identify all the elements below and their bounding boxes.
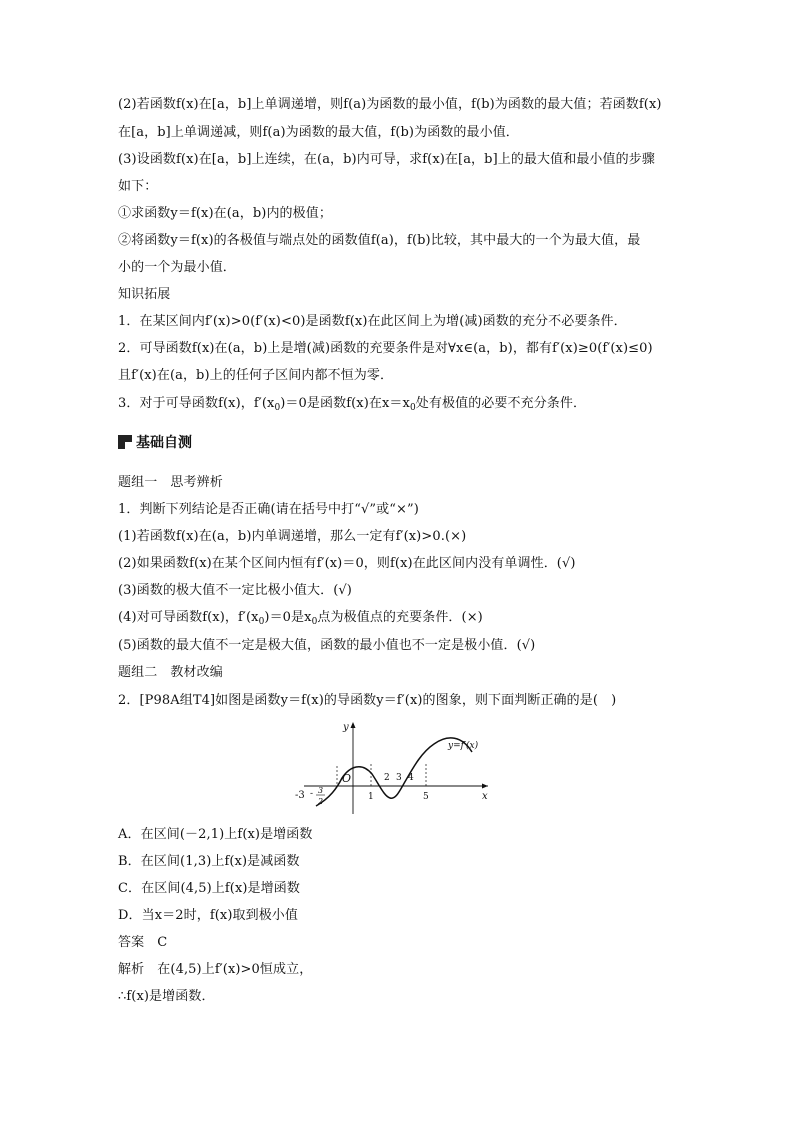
text-line: 小的一个为最小值．	[118, 260, 236, 275]
tick-label: 5	[423, 792, 429, 802]
text-line: 在[a，b]上单调递减，则f(a)为函数的最大值，f(b)为函数的最小值．	[118, 125, 519, 140]
text-line: (2)若函数f(x)在[a，b]上单调递增，则f(a)为函数的最小值，f(b)为函数的最大值；若函数f(x)	[118, 97, 662, 112]
tick-label: 2	[384, 773, 390, 783]
curve-label: y=f′(x)	[448, 741, 479, 751]
statement-1: (1)若函数f(x)在(a，b)内单调递增，那么一定有f′(x)>0.(×)	[118, 529, 467, 544]
option-a: A．在区间(－2,1)上f(x)是增函数	[118, 827, 313, 842]
text-line: 且f′(x)在(a，b)上的任何子区间内都不恒为零．	[118, 368, 394, 383]
tick-label: 1	[368, 792, 374, 802]
section-marker-icon	[118, 435, 132, 449]
option-b: B．在区间(1,3)上f(x)是减函数	[118, 854, 300, 869]
text-line: 2．可导函数f(x)在(a，b)上是增(减)函数的充要条件是对∀x∈(a，b)，都有f′(x)≥0(f′(x)≤0)	[118, 341, 653, 356]
option-c: C．在区间(4,5)上f(x)是增函数	[118, 881, 300, 896]
tick-label: 3	[318, 786, 324, 795]
origin-label: O	[342, 772, 352, 785]
y-axis-arrow-icon	[351, 722, 356, 728]
analysis: 解析 在(4,5)上f′(x)>0恒成立，	[118, 962, 313, 977]
answer: 答案 C	[118, 935, 168, 950]
derivative-graph	[292, 718, 498, 818]
tick-label: -3	[295, 790, 305, 801]
question-2: 2．[P98A组T4]如图是函数y＝f(x)的导函数y＝f′(x)的图象，则下面判断正确的是( )	[118, 693, 617, 708]
conclusion: ∴f(x)是增函数．	[118, 989, 215, 1004]
tick-label: -	[310, 789, 314, 799]
group-heading: 题组一 思考辨析	[118, 475, 223, 490]
statement-4: (4)对可导函数f(x)，$f'(x_0)=0$是$x_0$点为极值点的充要条件．(×)	[118, 610, 483, 627]
statement-3: (3)函数的极大值不一定比极小值大．(√)	[118, 583, 352, 598]
tick-label: 3	[396, 773, 402, 783]
derivative-graph-figure	[292, 718, 498, 818]
statement-2: (2)如果函数f(x)在某个区间内恒有f′(x)＝0，则f(x)在此区间内没有单调性．(√)	[118, 556, 576, 571]
x-axis-arrow-icon	[482, 784, 488, 789]
tick-label: 2	[318, 797, 324, 806]
text-line: (3)设函数f(x)在[a，b]上连续，在(a，b)内可导，求f(x)在[a，b]上的最大值和最小值的步骤	[118, 152, 655, 167]
text-line: 如下：	[118, 179, 158, 194]
tick-label: 4	[408, 773, 414, 783]
group-heading: 题组二 教材改编	[118, 665, 223, 680]
text-line: ②将函数y＝f(x)的各极值与端点处的函数值f(a)，f(b)比较，其中最大的一个为最大值，最	[118, 233, 641, 248]
x-axis-label: x	[482, 791, 488, 802]
text-line: 1．在某区间内f′(x)>0(f′(x)<0)是函数f(x)在此区间上为增(减)函数的充分不必要条件．	[118, 314, 627, 329]
section-title: 基础自测	[136, 435, 192, 451]
section-header	[118, 432, 192, 452]
text-line: 3．对于可导函数f(x)，$f'(x_0)=0$是函数f(x)在$x=x_0$处有极值的必要不充分条件．	[118, 396, 587, 413]
knowledge-extension-heading: 知识拓展	[118, 287, 171, 302]
y-axis-label: y	[343, 722, 349, 733]
option-d: D．当x＝2时，f(x)取到极小值	[118, 908, 299, 923]
text-line: ①求函数y＝f(x)在(a，b)内的极值；	[118, 206, 332, 221]
statement-5: (5)函数的最大值不一定是极大值，函数的最小值也不一定是极小值．(√)	[118, 638, 536, 653]
question-1: 1．判断下列结论是否正确(请在括号中打“√”或“×”)	[118, 502, 419, 517]
